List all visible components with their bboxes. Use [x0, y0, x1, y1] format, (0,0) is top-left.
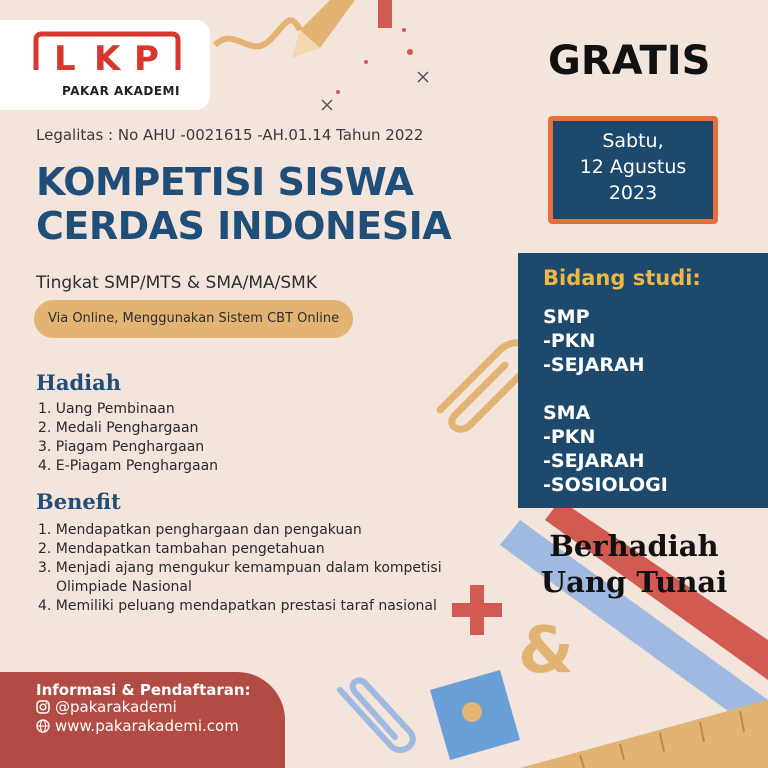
contact-title: Informasi & Pendaftaran:: [36, 681, 251, 699]
benefit-list: [38, 521, 458, 616]
svg-text:P: P: [134, 39, 159, 79]
lkp-logo: [32, 30, 182, 80]
svg-text:K: K: [94, 39, 121, 79]
subject-line: -PKN: [543, 330, 596, 352]
list-item: 4. Memiliki peluang mendapatkan prestasi taraf nasional: [38, 598, 437, 614]
svg-text:L: L: [54, 39, 76, 79]
instagram-link[interactable]: [36, 698, 177, 716]
logo-subtitle: PAKAR AKADEMI: [62, 84, 180, 98]
gratis-label: GRATIS: [548, 38, 711, 84]
list-item: 3. Piagam Penghargaan: [38, 439, 205, 455]
pencil-illustration: [215, 0, 355, 58]
website-url: www.pakarakademi.com: [55, 717, 239, 735]
plus-sign-shape: [452, 585, 502, 635]
list-item: 3. Menjadi ajang mengukur kemampuan dalam kompetisi Olimpiade Nasional: [38, 560, 442, 595]
subject-line: -SEJARAH: [543, 354, 645, 376]
list-item: 2. Mendapatkan tambahan pengetahuan: [38, 541, 325, 557]
date-day: Sabtu,: [602, 130, 664, 152]
cash-prize-line-2: Uang Tunai: [540, 565, 728, 599]
ruler-illustration: [520, 700, 768, 768]
date-year: 2023: [608, 182, 658, 204]
website-link[interactable]: [36, 717, 239, 735]
legality-text: Legalitas : No AHU -0021615 -AH.01.14 Tahun 2022: [36, 126, 424, 144]
list-item: 1. Mendapatkan penghargaan dan pengakuan: [38, 522, 362, 538]
cash-prize-banner: [500, 528, 768, 600]
subject-line: -SOSIOLOGI: [543, 474, 668, 496]
globe-icon: [36, 719, 50, 733]
list-item: 4. E-Piagam Penghargaan: [38, 458, 219, 474]
number-one-shape: [378, 0, 392, 28]
small-paperclip-illustration: [340, 680, 413, 750]
subject-line: SMP: [543, 306, 590, 328]
subject-line: -SEJARAH: [543, 450, 645, 472]
instagram-icon: [36, 700, 50, 714]
list-item: 1. Uang Pembinaan: [38, 401, 175, 417]
dot-decorations: [336, 28, 413, 94]
subject-line: -PKN: [543, 426, 596, 448]
sharpener-illustration: [430, 670, 520, 760]
subject-line: SMA: [543, 402, 591, 424]
instagram-handle: @pakarakademi: [55, 698, 177, 716]
bidang-studi-list: [543, 305, 668, 497]
hadiah-list: [38, 400, 218, 476]
title-line-2: CERDAS INDONESIA: [36, 204, 452, 248]
education-level: Tingkat SMP/MTS & SMA/MA/SMK: [36, 273, 317, 293]
page-title: [36, 160, 496, 248]
date-board: [548, 116, 718, 224]
subject-spacer: [543, 377, 668, 401]
online-mode-badge: Via Online, Menggunakan Sistem CBT Online: [34, 300, 353, 338]
date-date: 12 Agustus: [579, 156, 687, 178]
bidang-studi-title: Bidang studi:: [543, 266, 701, 290]
list-item: 2. Medali Penghargaan: [38, 420, 199, 436]
cash-prize-line-1: Berhadiah: [549, 529, 719, 563]
ampersand-shape: &: [518, 614, 574, 688]
hadiah-heading: Hadiah: [36, 370, 121, 395]
title-line-1: KOMPETISI SISWA: [36, 160, 414, 204]
benefit-heading: Benefit: [36, 489, 121, 514]
